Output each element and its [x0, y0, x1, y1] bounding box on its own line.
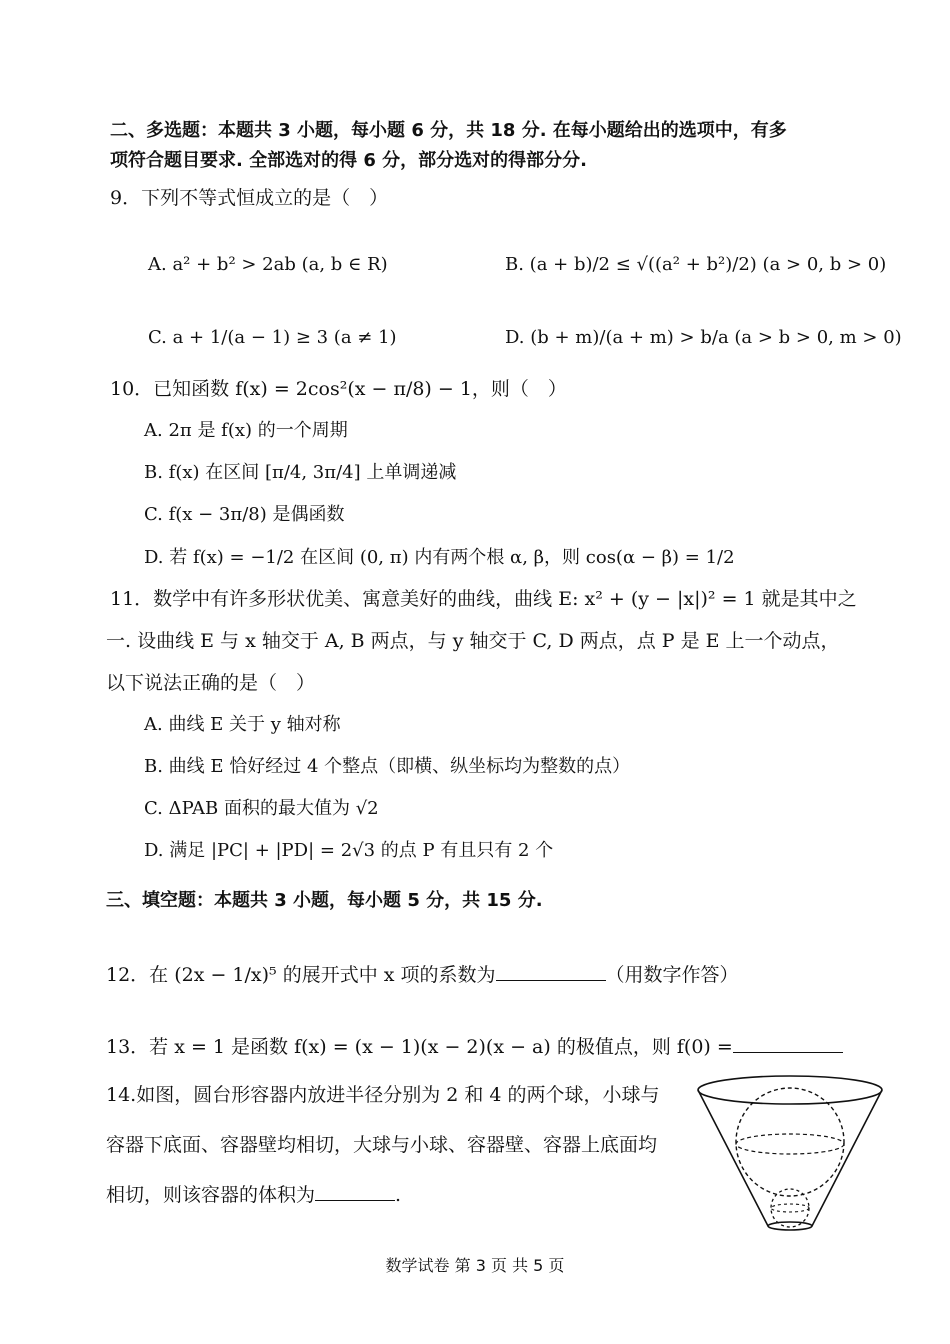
page-footer: 数学试卷 第 3 页 共 5 页 — [385, 1256, 565, 1275]
q10-stem: 10．已知函数 f(x) = 2cos²(x − π/8) − 1，则（ ） — [110, 378, 567, 400]
section2-title-line1: 二、多选题：本题共 3 小题，每小题 6 分，共 18 分. 在每小题给出的选项中，有多 — [110, 120, 787, 141]
q10-option-d: D. 若 f(x) = −1/2 在区间 (0, π) 内有两个根 α, β，则 cos(α − β) = 1/2 — [144, 547, 735, 568]
frustum-left-wall — [698, 1090, 768, 1226]
q11-stem-line2: 一. 设曲线 E 与 x 轴交于 A, B 两点，与 y 轴交于 C, D 两点，点 P 是 E 上一个动点， — [106, 630, 840, 652]
q12-suffix: （用数字作答） — [605, 964, 739, 986]
q10-option-a: A. 2π 是 f(x) 的一个周期 — [144, 420, 348, 441]
frustum-spheres-figure — [690, 1068, 890, 1246]
q13-text: 13．若 x = 1 是函数 f(x) = (x − 1)(x − 2)(x − a) 的极值点，则 f(0) = — [106, 1036, 733, 1058]
q9-option-d: D. (b + m)/(a + m) > b/a (a > b > 0, m > 0) — [505, 327, 902, 348]
q9-option-a: A. a² + b² > 2ab (a, b ∈ R) — [148, 254, 388, 275]
q11-stem-line3: 以下说法正确的是（ ） — [106, 672, 316, 694]
q11-option-c: C. ΔPAB 面积的最大值为 √2 — [144, 798, 379, 819]
q9-option-b: B. (a + b)/2 ≤ √((a² + b²)/2) (a > 0, b > 0) — [505, 254, 887, 275]
q11-option-b: B. 曲线 E 恰好经过 4 个整点（即横、纵坐标均为整数的点） — [144, 756, 631, 777]
q12-prefix: 12．在 (2x − 1/x)⁵ 的展开式中 x 项的系数为 — [106, 964, 496, 986]
frustum-right-wall — [812, 1090, 882, 1226]
q14-line1: 14.如图，圆台形容器内放进半径分别为 2 和 4 的两个球，小球与 — [106, 1084, 660, 1106]
q11-option-d: D. 满足 |PC| + |PD| = 2√3 的点 P 有且只有 2 个 — [144, 840, 554, 861]
q12-line — [106, 962, 739, 988]
q11-stem-line1: 11．数学中有许多形状优美、寓意美好的曲线，曲线 E: x² + (y − |x|)² = 1 就是其中之 — [110, 588, 857, 610]
q9-option-c: C. a + 1/(a − 1) ≥ 3 (a ≠ 1) — [148, 327, 397, 348]
q14-answer-blank[interactable] — [315, 1182, 395, 1201]
q10-option-c: C. f(x − 3π/8) 是偶函数 — [144, 504, 345, 525]
large-sphere-equator — [736, 1134, 844, 1154]
q14-line3-text: 相切，则该容器的体积为 — [106, 1184, 316, 1206]
q13-answer-blank[interactable] — [733, 1034, 843, 1053]
small-sphere-equator — [771, 1204, 809, 1212]
section3-title: 三、填空题：本题共 3 小题，每小题 5 分，共 15 分. — [106, 890, 543, 911]
q14-line2: 容器下底面、容器壁均相切，大球与小球、容器壁、容器上底面均 — [106, 1134, 658, 1156]
q11-option-a: A. 曲线 E 关于 y 轴对称 — [144, 714, 341, 735]
q12-answer-blank[interactable] — [496, 962, 606, 981]
section2-title-line2: 项符合题目要求. 全部选对的得 6 分，部分选对的得部分分. — [110, 150, 587, 171]
q10-option-b: B. f(x) 在区间 [π/4, 3π/4] 上单调递减 — [144, 462, 457, 483]
q14-line3-end: . — [395, 1184, 402, 1206]
q14-line3 — [106, 1182, 401, 1208]
frustum-top-base — [698, 1076, 882, 1104]
q13-line — [106, 1034, 843, 1060]
q9-stem: 9．下列不等式恒成立的是（ ） — [110, 187, 389, 209]
frustum-bottom-base — [768, 1222, 812, 1230]
